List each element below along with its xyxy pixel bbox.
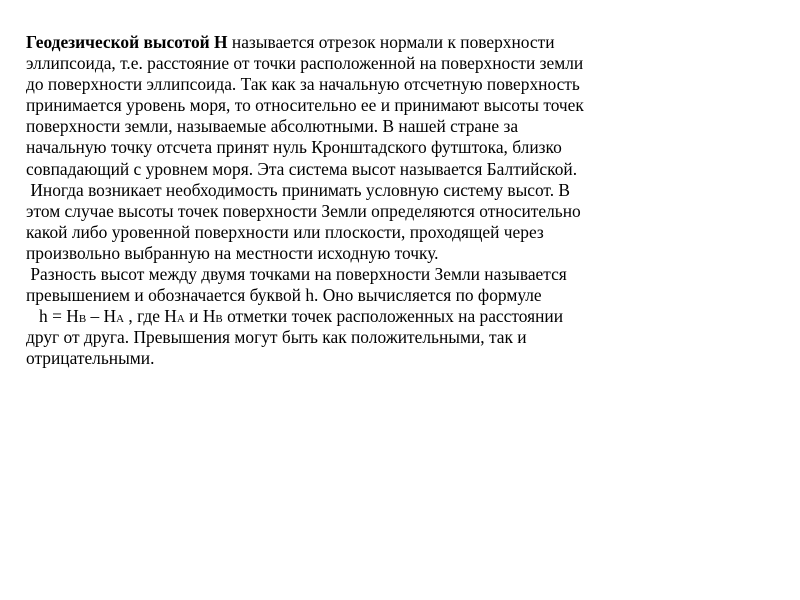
p3-line-1: Разность высот между двумя точками на поверхности Земли называется [26,264,567,285]
p1-line-1 [26,32,786,53]
formula-hb: Н [66,306,79,327]
p1-line-7: совпадающий с уровнем моря. Эта система высот называется Балтийской. [26,158,578,179]
formula-minus: – [86,306,104,327]
formula-hb-sub: В [78,313,87,326]
formula-where: , где [124,306,165,327]
p2-line-4: произвольно выбранную на местности исходную точку. [26,242,439,263]
p1-line-6: начальную точку отсчета принят нуль Кронштадского футштока, близко [26,137,562,158]
formula-prefix: h = [26,306,67,327]
formula-hb2: Н [202,306,216,327]
formula-ha2: Н [164,306,177,327]
formula-and: и [184,306,203,327]
formula-ha2-sub: А [176,313,185,326]
p1-line-1-rest: называется отрезок нормали к поверхности [227,32,555,52]
formula-rest: отметки точек расположенных на расстоянии [222,306,564,327]
p2-line-2: этом случае высоты точек поверхности Земли определяются относительно [26,200,581,221]
p3-line-2: превышением и обозначается буквой h. Оно вычисляется по формуле [26,285,542,306]
p2-line-1: Иногда возникает необходимость принимать условную систему высот. В [26,179,571,200]
formula-line [26,306,786,327]
p1-line-2: эллипсоида, т.е. расстояние от точки расположенной на поверхности земли [26,53,584,74]
p3-line-4: друг от друга. Превышения могут быть как положительными, так и [26,327,527,348]
text-block [26,32,786,370]
p3-line-5: отрицательными. [26,348,155,369]
definition-term: Геодезической высотой Н [26,32,228,52]
formula-hb2-sub: В [215,313,223,326]
p1-line-5: поверхности земли, называемые абсолютными. В нашей стране за [26,116,519,137]
formula-ha-sub: А [116,313,125,326]
formula-ha: Н [103,306,117,327]
p2-line-3: какой либо уровенной поверхности или плоскости, проходящей через [26,221,544,242]
p1-line-4: принимается уровень моря, то относительно ее и принимают высоты точек [26,95,584,116]
p1-line-3: до поверхности эллипсоида. Так как за начальную отсчетную поверхность [26,74,580,95]
